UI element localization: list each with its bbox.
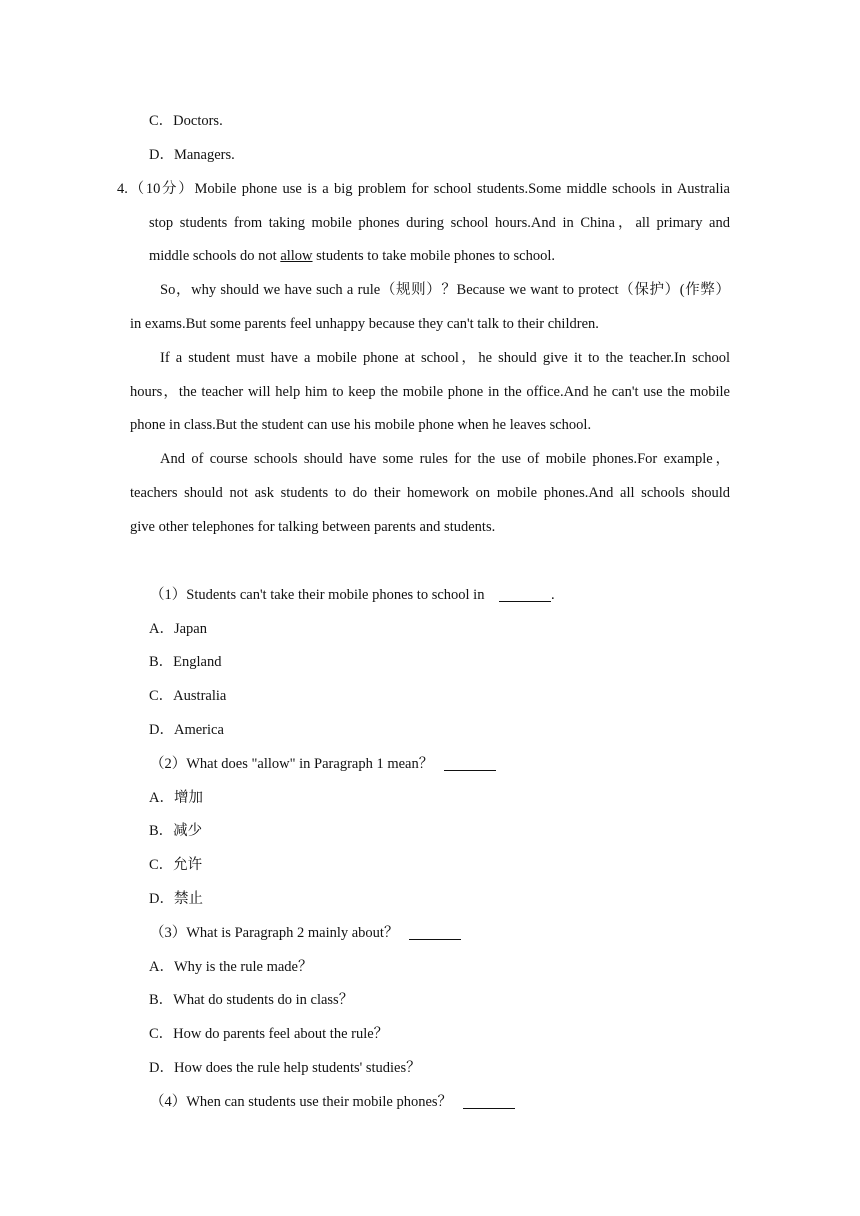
question-number-score: 4.（10分） [117, 181, 195, 197]
option-b: B．England [149, 654, 222, 670]
paragraph-3-line-1: If a student must have a mobile phone at school，he should give it to the teacher.In school [160, 350, 730, 366]
sub-question-3 [150, 923, 461, 943]
paragraph-2-line-2: in exams.But some parents feel unhappy because they can't talk to their children. [130, 316, 599, 332]
question-4-line-3: middle schools do not allow students to take mobile phones to school. [149, 248, 555, 264]
option-b: B．减少 [149, 823, 203, 839]
sub-question-stem: （2）What does "allow" in Paragraph 1 mean？ [150, 756, 434, 772]
answer-blank[interactable] [409, 925, 461, 940]
answer-blank[interactable] [444, 756, 496, 771]
option-a: A．Japan [149, 621, 207, 637]
option-d: D．America [149, 722, 224, 738]
option-a: A．Why is the rule made？ [149, 959, 313, 975]
sub-question-2 [150, 754, 496, 774]
option-c: C．允许 [149, 857, 203, 873]
paragraph-3-line-2: hours，the teacher will help him to keep the mobile phone in the office.And he can't use the mobile [130, 384, 730, 400]
option-c: C．Australia [149, 688, 227, 704]
question-4-line-2: stop students from taking mobile phones during school hours.And in China，all primary and [149, 215, 730, 231]
sub-question-stem: （4）When can students use their mobile phones？ [150, 1094, 453, 1110]
paragraph-4-line-3: give other telephones for talking between parents and students. [130, 519, 496, 535]
option-b: B．What do students do in class？ [149, 992, 354, 1008]
question-text: Mobile phone use is a big problem for school students.Some middle schools in Australia [194, 181, 730, 197]
paragraph-2-line-1: So，why should we have such a rule（规则）？Because we want to protect（保护）(作弊） [160, 282, 730, 298]
option-d: D．How does the rule help students' studies？ [149, 1060, 421, 1076]
answer-blank[interactable] [499, 587, 551, 602]
paragraph-4-line-2: teachers should not ask students to do their homework on mobile phones.And all schools should [130, 485, 730, 501]
option-c: C．How do parents feel about the rule？ [149, 1026, 389, 1042]
sub-question-stem: （3）What is Paragraph 2 mainly about？ [150, 925, 399, 941]
paragraph-3-line-3: phone in class.But the student can use his mobile phone when he leaves school. [130, 417, 592, 433]
sub-question-4 [150, 1092, 515, 1112]
option-a: A．增加 [149, 790, 203, 806]
paragraph-4-line-1: And of course schools should have some rules for the use of mobile phones.For example， [160, 451, 730, 467]
underlined-word-allow: allow [280, 248, 313, 264]
question-4-line-1 [117, 179, 730, 199]
option-d: D．禁止 [149, 891, 203, 907]
sub-question-stem: （1）Students can't take their mobile phones to school in [150, 587, 485, 603]
answer-blank[interactable] [463, 1094, 515, 1109]
prev-option-d: D．Managers. [149, 147, 235, 163]
sub-question-1: （1）Students can't take their mobile phones to school in . [150, 587, 555, 603]
prev-option-c: C．Doctors. [149, 113, 223, 129]
